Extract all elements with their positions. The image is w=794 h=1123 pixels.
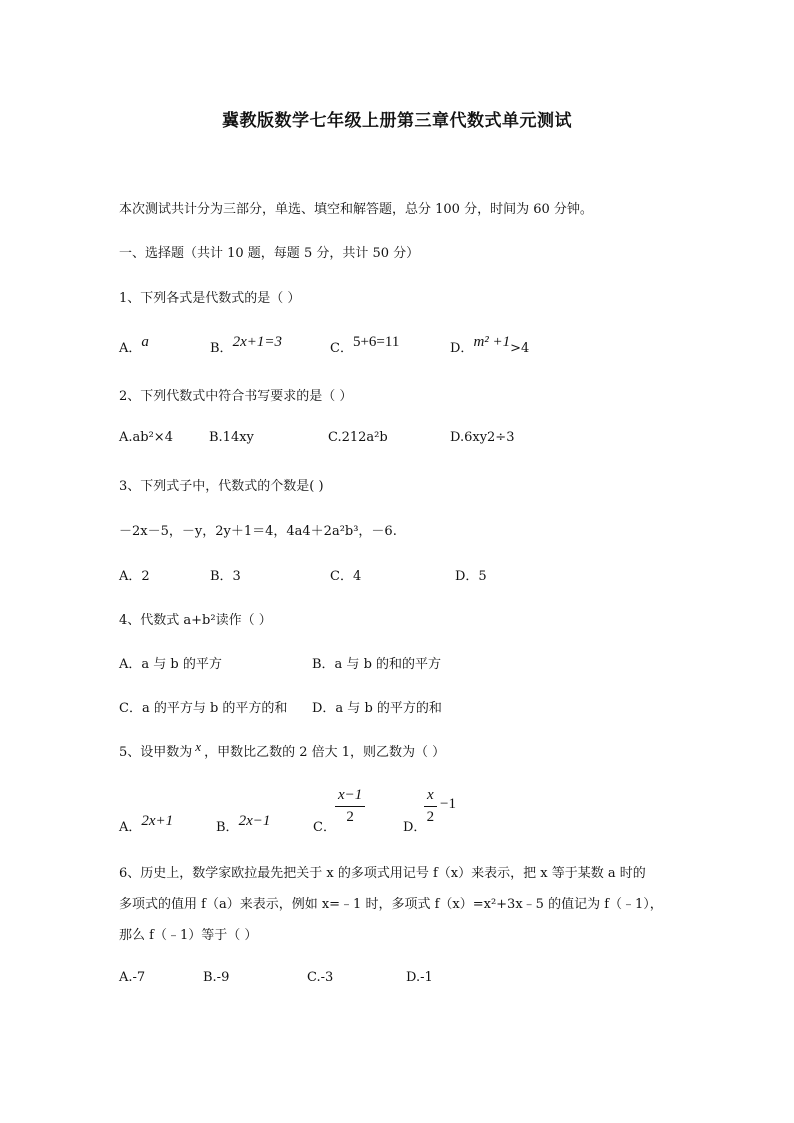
question-1-stem: 1、下列各式是代数式的是（ ）: [119, 291, 301, 306]
q3-option-b: B．3: [210, 569, 241, 584]
question-3-stem: 3、下列式子中，代数式的个数是( ): [119, 479, 324, 494]
question-5-stem: [119, 741, 445, 760]
q2-option-c: C.212a²b: [328, 430, 388, 445]
stem-variable: x: [195, 739, 202, 754]
fraction-denominator: 2: [426, 809, 435, 825]
q6-option-d: D.-1: [406, 970, 433, 985]
q5-option-c-label: C．: [313, 820, 336, 835]
q6-option-a: A.-7: [119, 970, 146, 985]
q4-option-b: B．a 与 b 的和的平方: [312, 657, 442, 672]
q1-option-b: [210, 334, 282, 357]
q6-option-b: B.-9: [203, 970, 230, 985]
fraction-denominator: 2: [346, 809, 354, 825]
q3-option-d: D．5: [455, 569, 487, 584]
q3-option-c: C．4: [330, 569, 362, 584]
option-label: C．: [330, 341, 353, 356]
q6-option-c: C.-3: [307, 970, 334, 985]
question-6-line-2: 多项式的值用 f（a）来表示，例如 x=﹣1 时，多项式 f（x）=x²+3x﹣5 的值记为 f（﹣1），: [119, 897, 663, 912]
option-math: 5+6=11: [352, 334, 400, 350]
option-math: m² +1: [473, 334, 511, 350]
q5-option-a: [119, 813, 174, 836]
stem-text: 5、设甲数为: [119, 745, 193, 760]
q1-option-a: [119, 334, 149, 357]
fraction-numerator: x−1: [338, 787, 363, 803]
page-title: 冀教版数学七年级上册第三章代数式单元测试: [222, 111, 572, 131]
q1-option-c: [330, 334, 400, 357]
option-label: A．: [119, 341, 142, 356]
q5-option-d-label: D．: [403, 820, 427, 835]
question-4-stem: 4、代数式 a+b²读作（ ）: [119, 613, 272, 628]
option-label: B．: [216, 820, 239, 835]
q4-option-d: D．a 与 b 的平方的和: [312, 701, 442, 716]
option-label: B．: [210, 341, 233, 356]
question-6-line-1: 6、历史上，数学家欧拉最先把关于 x 的多项式用记号 f（x）来表示，把 x 等于某数 a 时的: [119, 866, 646, 881]
fraction-bar: [335, 806, 365, 807]
option-tail: >4: [510, 341, 530, 356]
test-intro: 本次测试共计分为三部分，单选、填空和解答题，总分 100 分，时间为 60 分钟。: [119, 202, 593, 217]
q3-option-a: A．2: [119, 569, 150, 584]
q5-option-d-fraction: [424, 787, 437, 826]
option-math: 2x−1: [238, 813, 271, 829]
q4-option-c: C．a 的平方与 b 的平方的和: [119, 701, 288, 716]
q2-option-b: B.14xy: [209, 430, 254, 445]
option-label: A．: [119, 820, 142, 835]
q1-option-d: [450, 334, 530, 357]
question-2-stem: 2、下列代数式中符合书写要求的是（ ）: [119, 389, 353, 404]
option-math: 2x+1: [141, 813, 174, 829]
q2-option-d: D.6xy2÷3: [450, 430, 515, 445]
question-3-expressions: －2x－5，－y，2y＋1＝4，4a4＋2a²b³，－6.: [119, 524, 397, 539]
option-label: D．: [450, 341, 474, 356]
q5-option-b: [216, 813, 271, 836]
q5-option-d-tail: −1: [440, 796, 456, 812]
question-6-line-3: 那么 f（﹣1）等于（ ）: [119, 928, 258, 943]
stem-text: ，甲数比乙数的 2 倍大 1，则乙数为（ ）: [204, 745, 446, 760]
q2-option-a: A.ab²×4: [119, 430, 173, 445]
q4-option-a: A．a 与 b 的平方: [119, 657, 222, 672]
fraction-bar: [424, 806, 437, 807]
option-math: a: [141, 334, 149, 350]
q5-option-c-fraction: [335, 787, 365, 826]
option-math: 2x+1=3: [232, 334, 282, 350]
fraction-numerator: x: [427, 787, 434, 803]
section-heading-choice: 一、选择题（共计 10 题，每题 5 分，共计 50 分）: [119, 246, 420, 261]
